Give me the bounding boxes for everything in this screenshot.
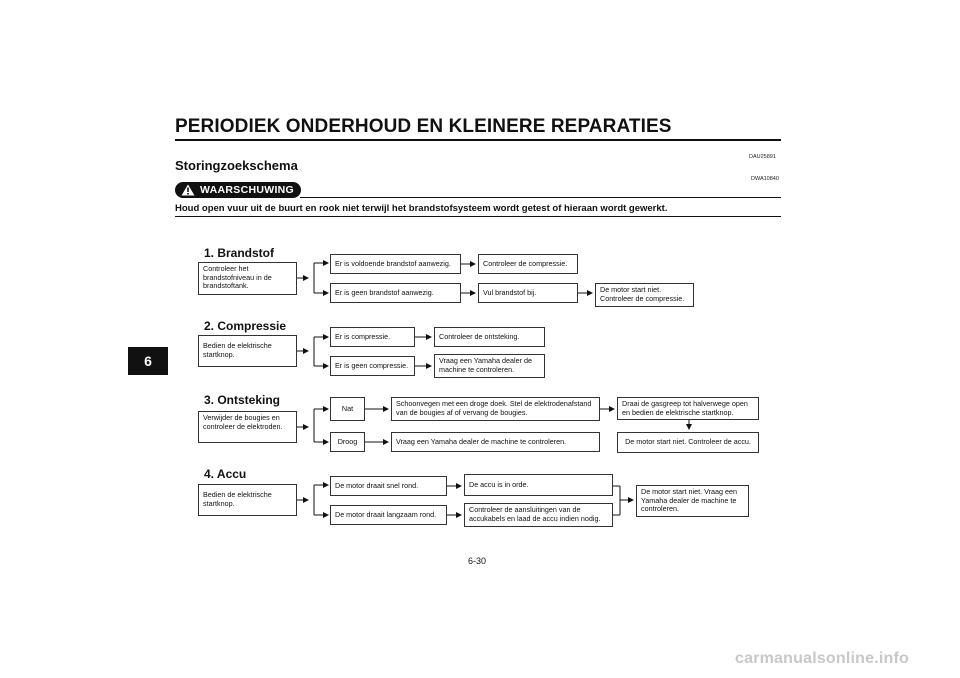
brandstof-yes-next-box: Controleer de compressie.	[478, 254, 578, 274]
ontsteking-check-box: Verwijder de bougies en controleer de elektroden.	[198, 411, 297, 443]
compressie-yes-box: Er is compressie.	[330, 327, 415, 347]
watermark: carmanualsonline.info	[735, 650, 910, 667]
ontsteking-wet-result-box: Draai de gasgreep tot halverwege open en bedien de elektrische startknop.	[617, 397, 759, 420]
ontsteking-dry-next-box: Vraag een Yamaha dealer de machine te controleren.	[391, 432, 600, 452]
section-code: DAU25891	[749, 154, 776, 160]
group-title-compressie: 2. Compressie	[204, 319, 287, 333]
accu-fast-next-box: De accu is in orde.	[464, 474, 613, 496]
compressie-no-box: Er is geen compressie.	[330, 356, 415, 376]
brandstof-result-box: De motor start niet. Controleer de compressie.	[595, 283, 694, 307]
accu-slow-next-box: Controleer de aansluitingen van de accukabels en laad de accu indien nodig.	[464, 503, 613, 527]
ontsteking-wet-box: Nat	[330, 397, 365, 421]
page-header-title: PERIODIEK ONDERHOUD EN KLEINERE REPARATIES	[175, 116, 672, 137]
accu-fast-box: De motor draait snel rond.	[330, 476, 447, 496]
brandstof-no-box: Er is geen brandstof aanwezig.	[330, 283, 461, 303]
ontsteking-dry-box: Droog	[330, 432, 365, 452]
compressie-no-next-box: Vraag een Yamaha dealer de machine te controleren.	[434, 354, 545, 378]
ontsteking-wet-next-box: Schoonvegen met een droge doek. Stel de elektrodenafstand van de bougies af of vervang de bougies.	[391, 397, 600, 421]
accu-check-box: Bedien de elektrische startknop.	[198, 484, 297, 516]
accu-slow-box: De motor draait langzaam rond.	[330, 505, 447, 525]
section-title: Storingzoekschema	[175, 158, 298, 173]
warning-code: DWA10840	[751, 176, 779, 182]
warning-text: Houd open vuur uit de buurt en rook niet terwijl het brandstofsysteem wordt getest of hieraan wordt gewerkt.	[175, 203, 668, 214]
ontsteking-final-box: De motor start niet. Controleer de accu.	[617, 432, 759, 453]
brandstof-no-next-box: Vul brandstof bij.	[478, 283, 578, 303]
accu-result-box: De motor start niet. Vraag een Yamaha dealer de machine te controleren.	[636, 485, 749, 517]
brandstof-yes-box: Er is voldoende brandstof aanwezig.	[330, 254, 461, 274]
compressie-yes-next-box: Controleer de ontsteking.	[434, 327, 545, 347]
warning-label: WAARSCHUWING	[200, 184, 295, 196]
group-title-ontsteking: 3. Ontsteking	[204, 393, 281, 407]
chapter-tab: 6	[128, 347, 168, 375]
brandstof-check-box: Controleer het brandstofniveau in de brandstoftank.	[198, 262, 297, 295]
group-title-accu: 4. Accu	[204, 467, 247, 481]
page-number: 6-30	[468, 556, 487, 566]
group-title-brandstof: 1. Brandstof	[204, 246, 275, 260]
compressie-check-box: Bedien de elektrische startknop.	[198, 335, 297, 367]
